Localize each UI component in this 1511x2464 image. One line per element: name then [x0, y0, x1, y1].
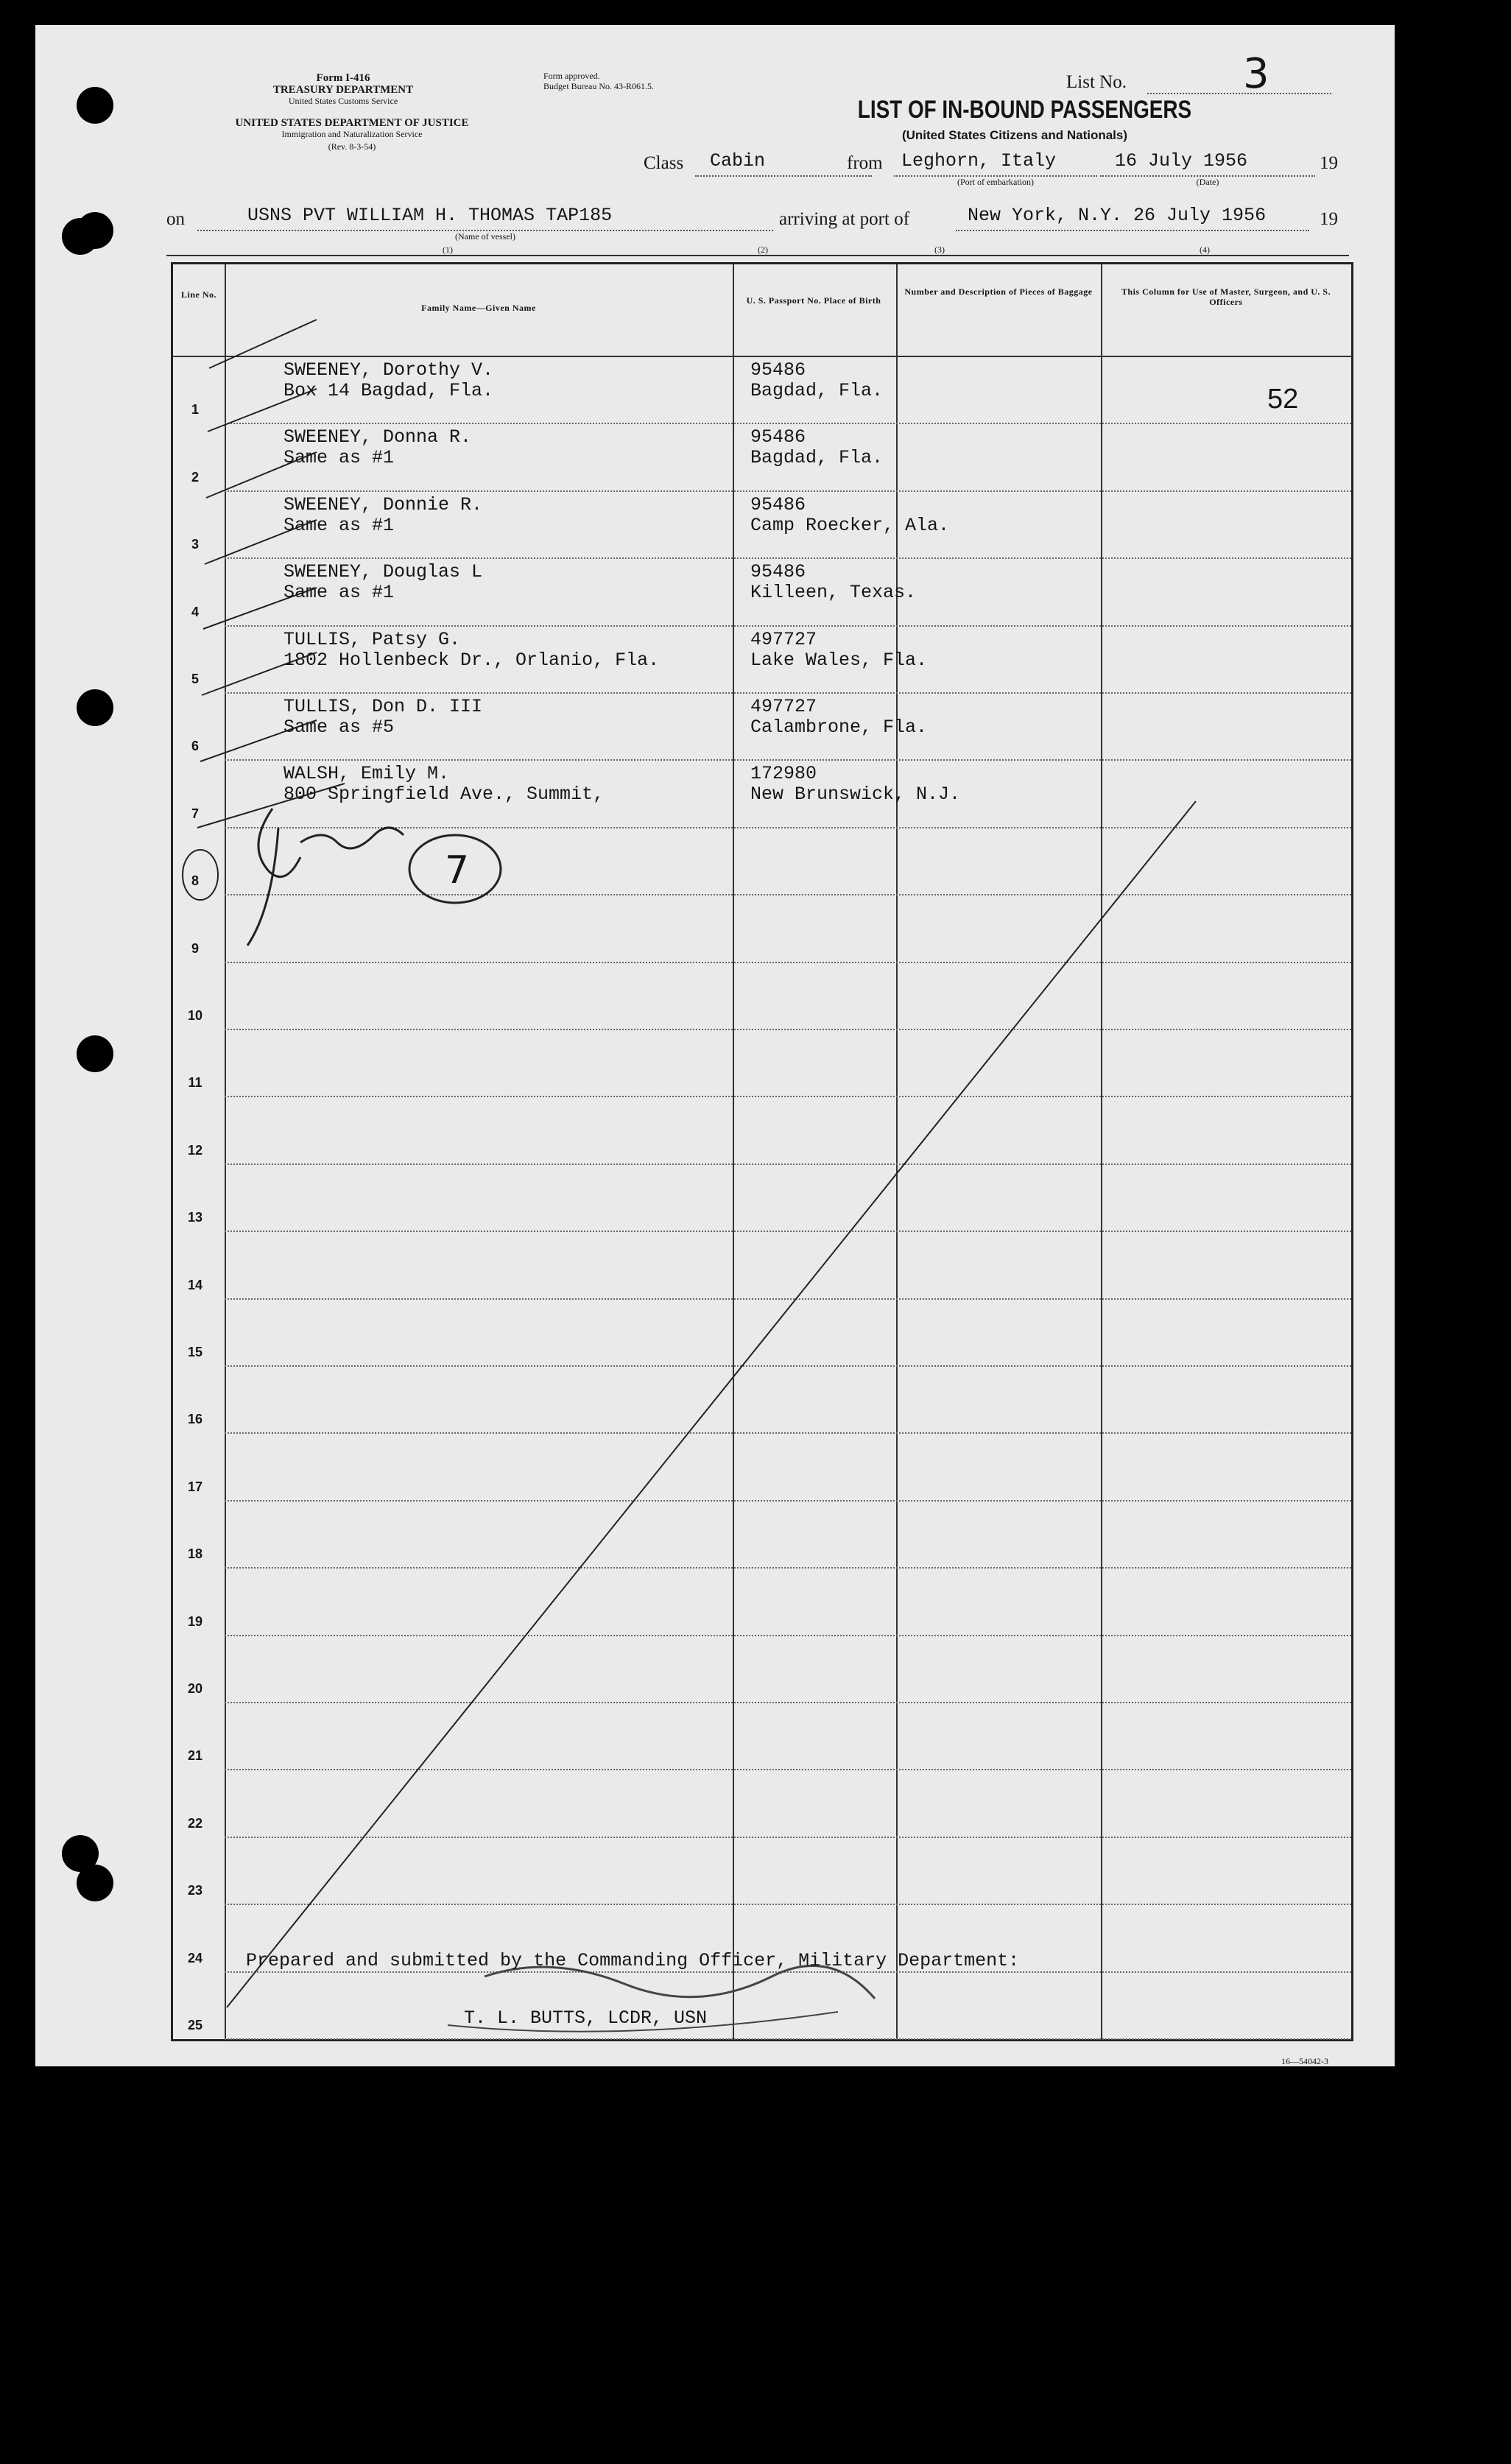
line-number: 7 [191, 806, 199, 821]
line-number: 25 [187, 2018, 203, 2032]
passenger-address: Same as #1 [283, 447, 395, 469]
date-caption: (Date) [1196, 177, 1219, 187]
vessel-caption: (Name of vessel) [455, 231, 515, 242]
hand-count: 7 [445, 848, 470, 893]
line-number: 9 [191, 940, 199, 956]
place-of-birth: New Brunswick, N.J. [750, 784, 961, 806]
cancel-diagonal-line [227, 801, 1196, 2007]
ins-service: Immigration and Naturalization Service [281, 129, 423, 139]
passport-number: 172980 [750, 763, 817, 785]
class-label: Class [644, 153, 684, 173]
line-number: 3 [191, 537, 199, 552]
passport-number: 497727 [750, 628, 817, 650]
passenger-address: 1802 Hollenbeck Dr., Orlanio, Fla. [283, 649, 660, 671]
passenger-name: SWEENEY, Douglas L [283, 561, 483, 583]
port-of-embarkation: Leghorn, Italy [901, 150, 1057, 172]
passport-number: 95486 [750, 426, 806, 448]
justice-dept: UNITED STATES DEPARTMENT OF JUSTICE [235, 117, 469, 129]
prepared-statement: Prepared and submitted by the Commanding Officer, Military Department: [246, 1950, 1020, 1971]
from-label: from [847, 153, 883, 173]
year-suffix: 19 [1320, 153, 1338, 173]
passenger-address: Same as #1 [283, 514, 395, 536]
vessel-name: USNS PVT WILLIAM H. THOMAS TAP185 [247, 205, 613, 226]
punch-hole [77, 1865, 113, 1901]
passenger-name: SWEENEY, Dorothy V. [283, 359, 494, 381]
row-checkmarks [197, 320, 345, 828]
manifest-sheet [35, 25, 1395, 2066]
line-number: 16 [187, 1412, 203, 1427]
line-number: 4 [191, 604, 199, 619]
passenger-address: Same as #1 [283, 582, 395, 604]
signer-name: T. L. BUTTS, LCDR, USN [464, 2007, 708, 2029]
line-number: 14 [187, 1277, 203, 1292]
line-number: 1 [191, 402, 199, 418]
passenger-name: WALSH, Emily M. [283, 763, 450, 785]
on-label: on [166, 209, 185, 229]
punch-hole [77, 212, 113, 249]
passport-number: 497727 [750, 696, 817, 717]
customs-service: United States Customs Service [288, 96, 398, 106]
place-of-birth: Bagdad, Fla. [750, 380, 884, 401]
header-line-no: Line No. [180, 289, 216, 300]
col-num-2: (2) [758, 244, 768, 255]
page-title: LIST OF IN-BOUND PASSENGERS [857, 96, 1192, 124]
revision: (Rev. 8-3-54) [328, 141, 376, 152]
budget-bureau: Budget Bureau No. 43-R061.5. [543, 81, 654, 91]
header-name: Family Name—Given Name [421, 303, 536, 313]
passenger-name: TULLIS, Don D. III [283, 696, 483, 717]
list-no-value: 3 [1243, 50, 1269, 98]
line-number: 6 [191, 739, 199, 754]
passenger-name: SWEENEY, Donna R. [283, 426, 472, 448]
departure-date: 16 July 1956 [1115, 150, 1248, 172]
line-number: 21 [187, 1748, 203, 1764]
passenger-address: Same as #5 [283, 717, 395, 738]
line-number: 15 [187, 1345, 203, 1359]
line-number: 18 [187, 1546, 203, 1562]
passenger-name: SWEENEY, Donnie R. [283, 493, 483, 515]
line-number: 19 [187, 1613, 203, 1629]
arriving-label: arriving at port of [779, 209, 910, 229]
handwritten-marks [35, 25, 1395, 2066]
line-number: 10 [187, 1008, 203, 1023]
line-number: 22 [187, 1815, 203, 1831]
footer-code: 16—54042-3 [1281, 2056, 1328, 2066]
circle-row-8 [183, 850, 218, 900]
line-number: 20 [187, 1681, 203, 1696]
line-number: 12 [187, 1142, 203, 1158]
arrival-port-date: New York, N.Y. 26 July 1956 [968, 205, 1267, 226]
passenger-address: Box 14 Bagdad, Fla. [283, 380, 494, 401]
line-number: 24 [187, 1950, 203, 1965]
form-approved: Form approved. [543, 71, 600, 81]
year-suffix-2: 19 [1320, 209, 1338, 229]
col-num-1: (1) [443, 244, 453, 255]
initials-mark [247, 809, 404, 946]
header-officers: This Column for Use of Master, Surgeon, and U. S. Officers [1121, 286, 1331, 307]
punch-hole [77, 87, 113, 124]
line-number: 2 [191, 469, 199, 485]
passenger-address: 800 Springfield Ave., Summit, [283, 784, 605, 806]
line-number: 8 [191, 873, 199, 889]
col-num-3: (3) [934, 244, 945, 255]
class-value: Cabin [710, 150, 766, 172]
form-number: Form I-416 [316, 72, 370, 84]
line-number: 13 [187, 1210, 203, 1225]
place-of-birth: Killeen, Texas. [750, 582, 917, 604]
punch-hole [77, 1035, 113, 1072]
passport-number: 95486 [750, 493, 806, 515]
header-passport: U. S. Passport No. Place of Birth [746, 295, 881, 306]
place-of-birth: Bagdad, Fla. [750, 447, 884, 469]
page-subtitle: (United States Citizens and Nationals) [901, 128, 1128, 142]
header-baggage: Number and Description of Pieces of Baggage [904, 286, 1093, 297]
place-of-birth: Camp Roecker, Ala. [750, 514, 950, 536]
port-caption: (Port of embarkation) [957, 177, 1034, 187]
treasury-dept: TREASURY DEPARTMENT [272, 84, 414, 96]
line-number: 17 [187, 1479, 203, 1494]
col-num-4: (4) [1200, 244, 1210, 255]
place-of-birth: Lake Wales, Fla. [750, 649, 928, 671]
passport-number: 95486 [750, 561, 806, 583]
officer-note: 52 [1267, 384, 1299, 415]
line-number: 23 [187, 1883, 203, 1898]
punch-hole [77, 689, 113, 726]
passport-number: 95486 [750, 359, 806, 381]
place-of-birth: Calambrone, Fla. [750, 717, 928, 738]
line-number: 11 [188, 1075, 202, 1091]
list-no-label: List No. [1066, 72, 1127, 92]
passenger-name: TULLIS, Patsy G. [283, 628, 461, 650]
line-number: 5 [191, 672, 199, 686]
